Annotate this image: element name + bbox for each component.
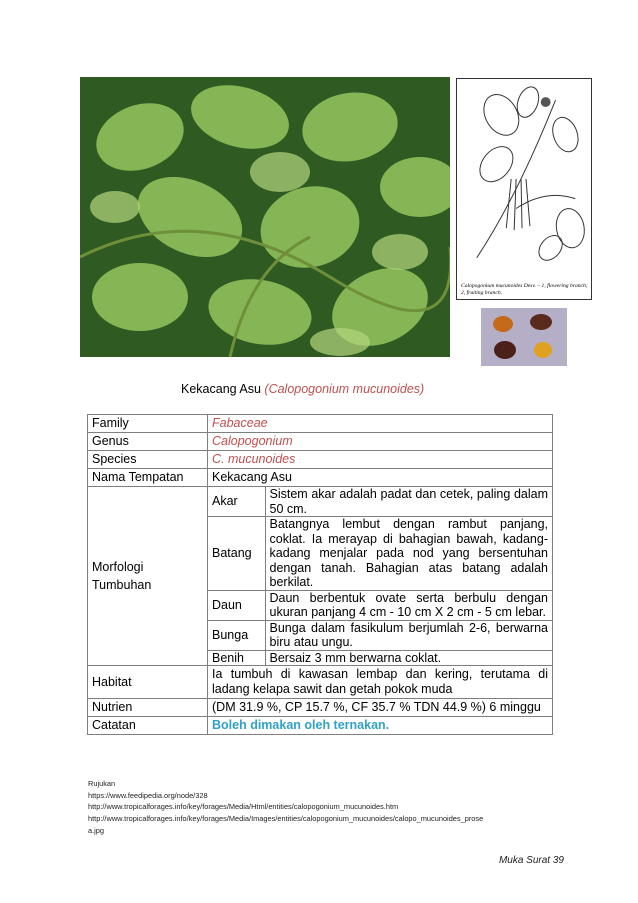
reference-link-1[interactable]: https://www.feedipedia.org/node/328 [88, 790, 208, 800]
local-name-label: Nama Tempatan [88, 469, 208, 487]
page-number: Muka Surat 39 [498, 855, 564, 866]
morphology-label-line1: Morfologi [92, 560, 144, 574]
morphology-row-akar [208, 487, 552, 517]
batang-text: Batangnya lembut dengan rambut panjang, coklat. Ia merayap di bahagian bawah, kadang-kadang menjalar pada nod yang bersentuhan dengan tanah. Bahagian atas batang adalah berkilat. [265, 517, 552, 591]
morphology-row-bunga [208, 620, 552, 650]
bunga-label: Bunga [208, 620, 265, 650]
references [88, 778, 568, 837]
benih-label: Benih [208, 650, 265, 665]
caption-scientific-name: (Calopogonium mucunoides) [264, 382, 425, 396]
morphology-row-daun [208, 590, 552, 620]
local-name-value: Kekacang Asu [208, 469, 553, 487]
botanical-sketch [456, 78, 592, 300]
morphology-subtable [208, 487, 552, 665]
family-value: Fabaceae [208, 415, 553, 433]
batang-label: Batang [208, 517, 265, 591]
daun-text: Daun berbentuk ovate serta berbulu dengan ukuran panjang 4 cm - 10 cm X 2 cm - 5 cm lebar. [265, 590, 552, 620]
figure-caption [0, 382, 638, 396]
reference-link-2[interactable]: http://www.tropicalforages.info/key/forages/Media/Html/entities/calopogonium_mucunoides.htm [88, 802, 399, 812]
note-label: Catatan [88, 717, 208, 735]
caption-common-name: Kekacang Asu [181, 382, 261, 396]
genus-value: Calopogonium [208, 433, 553, 451]
species-label: Species [88, 451, 208, 469]
seed-photo [481, 308, 567, 366]
table-row-species [88, 451, 553, 469]
sketch-caption: Calopogonium mucunoides Desv. – 1, flowering branch; 2, fruiting branch. [461, 283, 588, 296]
table-row-genus [88, 433, 553, 451]
genus-label: Genus [88, 433, 208, 451]
note-value: Boleh dimakan oleh ternakan. [208, 717, 553, 735]
daun-label: Daun [208, 590, 265, 620]
akar-text: Sistem akar adalah padat dan cetek, paling dalam 50 cm. [265, 487, 552, 517]
nutrient-value: (DM 31.9 %, CP 15.7 %, CF 35.7 % TDN 44.9 %) 6 minggu [208, 699, 553, 717]
table-row-habitat [88, 666, 553, 699]
species-value: C. mucunoides [208, 451, 553, 469]
table-row-note [88, 717, 553, 735]
habitat-value: Ia tumbuh di kawasan lembap dan kering, terutama di ladang kelapa sawit dan getah pokok muda [208, 666, 553, 699]
nutrient-label: Nutrien [88, 699, 208, 717]
akar-label: Akar [208, 487, 265, 517]
morphology-row-batang [208, 517, 552, 591]
bunga-text: Bunga dalam fasikulum berjumlah 2-6, berwarna biru atau ungu. [265, 620, 552, 650]
plant-photo [80, 77, 450, 357]
reference-link-3[interactable]: http://www.tropicalforages.info/key/forages/Media/Images/entities/calopogonium_mucunoides/calopo_mucunoides_prose [88, 814, 484, 824]
family-label: Family [88, 415, 208, 433]
table-row-family [88, 415, 553, 433]
table-row-local-name [88, 469, 553, 487]
morphology-details [208, 487, 553, 666]
species-info-table [87, 414, 553, 735]
table-row-morphology [88, 487, 553, 666]
table-row-nutrient [88, 699, 553, 717]
morphology-row-benih [208, 650, 552, 665]
benih-text: Bersaiz 3 mm berwarna coklat. [265, 650, 552, 665]
reference-link-3-continued[interactable]: a.jpg [88, 825, 105, 835]
morphology-label-line2: Tumbuhan [92, 578, 152, 592]
morphology-label [88, 487, 208, 666]
habitat-label: Habitat [88, 666, 208, 699]
references-title: Rujukan [88, 779, 116, 788]
